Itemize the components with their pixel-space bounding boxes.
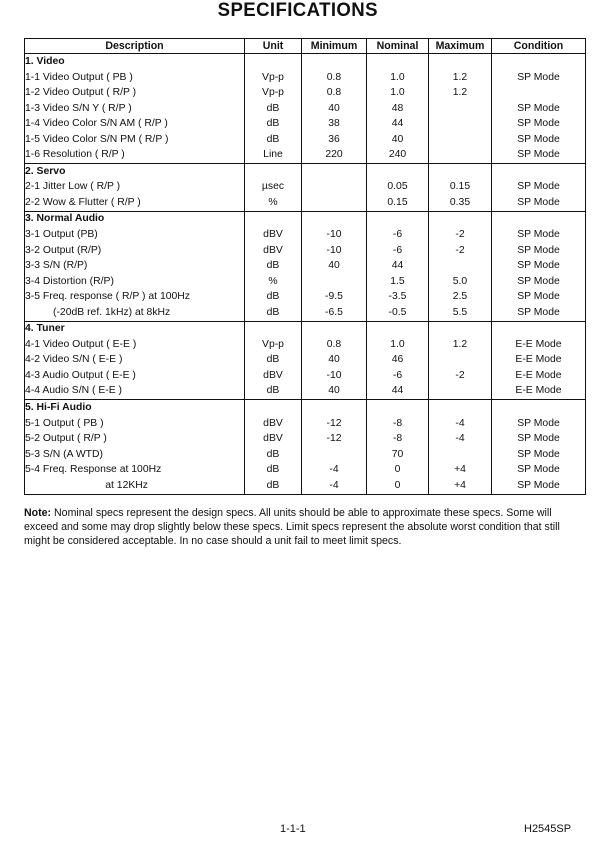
cell-nominal: 44 — [367, 384, 429, 400]
cell-minimum: 0.8 — [302, 337, 367, 353]
cell-nominal: 0.05 — [367, 180, 429, 196]
page-number: 1-1-1 — [280, 823, 306, 835]
section-heading: 5. Hi-Fi Audio — [25, 400, 245, 416]
header-description: Description — [25, 39, 245, 54]
table-body — [25, 54, 586, 494]
cell-description: 4-2 Video S/N ( E-E ) — [25, 353, 245, 369]
cell-unit: dBV — [245, 416, 302, 432]
section-heading: 4. Tuner — [25, 321, 245, 337]
section-blank-cell — [245, 164, 302, 180]
section-blank-cell — [429, 400, 492, 416]
cell-minimum: -9.5 — [302, 290, 367, 306]
page-title: SPECIFICATIONS — [217, 0, 378, 21]
cell-condition: E-E Mode — [492, 353, 586, 369]
cell-maximum: 2.5 — [429, 290, 492, 306]
cell-minimum: -4 — [302, 478, 367, 494]
section-heading: 2. Servo — [25, 164, 245, 180]
cell-minimum: 36 — [302, 132, 367, 148]
cell-nominal: 1.0 — [367, 86, 429, 102]
cell-condition: SP Mode — [492, 432, 586, 448]
cell-minimum: -6.5 — [302, 305, 367, 321]
section-blank-cell — [492, 400, 586, 416]
cell-condition: SP Mode — [492, 447, 586, 463]
table-row — [25, 478, 586, 494]
cell-unit: Vp-p — [245, 86, 302, 102]
cell-condition: SP Mode — [492, 259, 586, 275]
cell-minimum: 0.8 — [302, 86, 367, 102]
cell-condition: SP Mode — [492, 195, 586, 211]
section-heading: 1. Video — [25, 54, 245, 70]
header-maximum: Maximum — [429, 39, 492, 54]
cell-condition: E-E Mode — [492, 368, 586, 384]
cell-condition: SP Mode — [492, 117, 586, 133]
cell-nominal: -3.5 — [367, 290, 429, 306]
table-row — [25, 384, 586, 400]
cell-maximum: -4 — [429, 416, 492, 432]
cell-condition: SP Mode — [492, 305, 586, 321]
cell-condition: SP Mode — [492, 478, 586, 494]
cell-nominal: 40 — [367, 132, 429, 148]
table-row — [25, 148, 586, 164]
cell-condition: SP Mode — [492, 463, 586, 479]
cell-minimum: -12 — [302, 416, 367, 432]
cell-nominal: 0 — [367, 463, 429, 479]
cell-maximum — [429, 132, 492, 148]
cell-maximum: +4 — [429, 463, 492, 479]
cell-unit: dBV — [245, 243, 302, 259]
section-blank-cell — [245, 321, 302, 337]
cell-description: at 12KHz — [25, 478, 245, 494]
cell-description: 5-1 Output ( PB ) — [25, 416, 245, 432]
cell-condition: SP Mode — [492, 290, 586, 306]
section-blank-cell — [429, 164, 492, 180]
section-blank-cell — [429, 54, 492, 70]
cell-nominal: 48 — [367, 101, 429, 117]
cell-maximum — [429, 447, 492, 463]
table-row — [25, 132, 586, 148]
cell-nominal: 1.0 — [367, 337, 429, 353]
section-row — [25, 211, 586, 227]
table-row — [25, 463, 586, 479]
cell-unit: Vp-p — [245, 337, 302, 353]
note-paragraph — [24, 506, 584, 548]
cell-nominal: -8 — [367, 416, 429, 432]
cell-description: 5-2 Output ( R/P ) — [25, 432, 245, 448]
cell-unit: dB — [245, 259, 302, 275]
cell-minimum — [302, 274, 367, 290]
cell-minimum: 38 — [302, 117, 367, 133]
cell-unit: dB — [245, 353, 302, 369]
cell-maximum — [429, 384, 492, 400]
header-unit: Unit — [245, 39, 302, 54]
cell-minimum: 40 — [302, 259, 367, 275]
cell-condition: E-E Mode — [492, 384, 586, 400]
section-row — [25, 321, 586, 337]
cell-unit: % — [245, 274, 302, 290]
section-blank-cell — [245, 211, 302, 227]
cell-description: 3-1 Output (PB) — [25, 227, 245, 243]
cell-description: 1-3 Video S/N Y ( R/P ) — [25, 101, 245, 117]
section-blank-cell — [367, 164, 429, 180]
table-row — [25, 305, 586, 321]
cell-nominal: -6 — [367, 227, 429, 243]
cell-description: 1-6 Resolution ( R/P ) — [25, 148, 245, 164]
cell-unit: µsec — [245, 180, 302, 196]
section-blank-cell — [492, 164, 586, 180]
cell-minimum: -10 — [302, 368, 367, 384]
cell-condition: E-E Mode — [492, 337, 586, 353]
table-row — [25, 432, 586, 448]
cell-condition: SP Mode — [492, 148, 586, 164]
cell-minimum: -4 — [302, 463, 367, 479]
cell-minimum: 0.8 — [302, 70, 367, 86]
cell-unit: % — [245, 195, 302, 211]
cell-description: 3-5 Freq. response ( R/P ) at 100Hz — [25, 290, 245, 306]
cell-unit: dB — [245, 290, 302, 306]
cell-minimum: -10 — [302, 227, 367, 243]
specifications-table — [24, 38, 586, 495]
section-row — [25, 400, 586, 416]
section-blank-cell — [367, 211, 429, 227]
cell-description: 2-1 Jitter Low ( R/P ) — [25, 180, 245, 196]
cell-description: 5-3 S/N (A WTD) — [25, 447, 245, 463]
document-code: H2545SP — [524, 823, 572, 835]
cell-unit: dB — [245, 447, 302, 463]
cell-condition: SP Mode — [492, 101, 586, 117]
cell-condition: SP Mode — [492, 243, 586, 259]
cell-description: 4-3 Audio Output ( E-E ) — [25, 368, 245, 384]
cell-minimum: -10 — [302, 243, 367, 259]
section-blank-cell — [245, 400, 302, 416]
cell-nominal: 0 — [367, 478, 429, 494]
table-row — [25, 180, 586, 196]
table-row — [25, 416, 586, 432]
header-minimum: Minimum — [302, 39, 367, 54]
table-row — [25, 290, 586, 306]
table-row — [25, 227, 586, 243]
cell-minimum — [302, 447, 367, 463]
table-row — [25, 337, 586, 353]
table-row — [25, 368, 586, 384]
cell-condition — [492, 86, 586, 102]
cell-unit: dB — [245, 132, 302, 148]
cell-nominal: 70 — [367, 447, 429, 463]
section-blank-cell — [492, 211, 586, 227]
cell-maximum — [429, 101, 492, 117]
cell-unit: dBV — [245, 368, 302, 384]
note-label: Note: — [24, 507, 52, 519]
cell-maximum: -4 — [429, 432, 492, 448]
cell-nominal: -0.5 — [367, 305, 429, 321]
table-row — [25, 86, 586, 102]
section-blank-cell — [302, 321, 367, 337]
cell-maximum: 5.5 — [429, 305, 492, 321]
section-blank-cell — [429, 321, 492, 337]
cell-condition: SP Mode — [492, 180, 586, 196]
cell-maximum: +4 — [429, 478, 492, 494]
section-heading: 3. Normal Audio — [25, 211, 245, 227]
table-header-row — [25, 39, 586, 54]
cell-maximum: -2 — [429, 227, 492, 243]
cell-unit: dB — [245, 305, 302, 321]
cell-nominal: -6 — [367, 243, 429, 259]
cell-maximum: 1.2 — [429, 337, 492, 353]
table-row — [25, 274, 586, 290]
cell-nominal: -8 — [367, 432, 429, 448]
cell-maximum: 1.2 — [429, 70, 492, 86]
cell-condition: SP Mode — [492, 274, 586, 290]
table-row — [25, 259, 586, 275]
cell-description: 4-4 Audio S/N ( E-E ) — [25, 384, 245, 400]
table-row — [25, 447, 586, 463]
note-text: Nominal specs represent the design specs. All units should be able to approximate these specs. Some will exceed and some may drop slightly below these specs. Limit specs represent the absolute worst condition that still might be considered acceptable. In no case should a unit fail to meet limit specs. — [24, 507, 560, 547]
cell-description: (-20dB ref. 1kHz) at 8kHz — [25, 305, 245, 321]
cell-minimum: 40 — [302, 353, 367, 369]
cell-minimum: -12 — [302, 432, 367, 448]
cell-description: 3-2 Output (R/P) — [25, 243, 245, 259]
section-blank-cell — [492, 321, 586, 337]
table-row — [25, 243, 586, 259]
cell-minimum: 40 — [302, 101, 367, 117]
cell-nominal: 44 — [367, 259, 429, 275]
cell-condition: SP Mode — [492, 132, 586, 148]
section-blank-cell — [302, 211, 367, 227]
cell-maximum: -2 — [429, 368, 492, 384]
header-condition: Condition — [492, 39, 586, 54]
cell-description: 5-4 Freq. Response at 100Hz — [25, 463, 245, 479]
cell-maximum: 1.2 — [429, 86, 492, 102]
table-row — [25, 70, 586, 86]
cell-nominal: -6 — [367, 368, 429, 384]
cell-maximum: 0.35 — [429, 195, 492, 211]
table-row — [25, 353, 586, 369]
cell-unit: dB — [245, 478, 302, 494]
cell-maximum — [429, 353, 492, 369]
cell-unit: Line — [245, 148, 302, 164]
section-blank-cell — [302, 164, 367, 180]
section-blank-cell — [302, 54, 367, 70]
cell-nominal: 1.0 — [367, 70, 429, 86]
cell-unit: dB — [245, 463, 302, 479]
cell-unit: Vp-p — [245, 70, 302, 86]
cell-maximum — [429, 148, 492, 164]
cell-description: 1-4 Video Color S/N AM ( R/P ) — [25, 117, 245, 133]
table-row — [25, 117, 586, 133]
cell-maximum — [429, 259, 492, 275]
cell-condition: SP Mode — [492, 227, 586, 243]
cell-nominal: 46 — [367, 353, 429, 369]
section-blank-cell — [367, 400, 429, 416]
cell-description: 1-2 Video Output ( R/P ) — [25, 86, 245, 102]
cell-minimum: 220 — [302, 148, 367, 164]
section-row — [25, 54, 586, 70]
section-blank-cell — [245, 54, 302, 70]
table-row — [25, 101, 586, 117]
cell-minimum: 40 — [302, 384, 367, 400]
cell-maximum: 5.0 — [429, 274, 492, 290]
cell-condition: SP Mode — [492, 416, 586, 432]
cell-description: 4-1 Video Output ( E-E ) — [25, 337, 245, 353]
cell-description: 1-1 Video Output ( PB ) — [25, 70, 245, 86]
cell-minimum — [302, 195, 367, 211]
header-nominal: Nominal — [367, 39, 429, 54]
cell-maximum — [429, 117, 492, 133]
cell-unit: dBV — [245, 432, 302, 448]
section-blank-cell — [302, 400, 367, 416]
cell-description: 1-5 Video Color S/N PM ( R/P ) — [25, 132, 245, 148]
cell-minimum — [302, 180, 367, 196]
cell-nominal: 0.15 — [367, 195, 429, 211]
table-row — [25, 195, 586, 211]
cell-unit: dBV — [245, 227, 302, 243]
cell-nominal: 1.5 — [367, 274, 429, 290]
cell-unit: dB — [245, 384, 302, 400]
cell-description: 3-4 Distortion (R/P) — [25, 274, 245, 290]
cell-condition: SP Mode — [492, 70, 586, 86]
section-blank-cell — [367, 321, 429, 337]
section-blank-cell — [429, 211, 492, 227]
cell-description: 3-3 S/N (R/P) — [25, 259, 245, 275]
section-blank-cell — [492, 54, 586, 70]
cell-maximum: 0.15 — [429, 180, 492, 196]
cell-unit: dB — [245, 101, 302, 117]
cell-unit: dB — [245, 117, 302, 133]
section-row — [25, 164, 586, 180]
cell-nominal: 240 — [367, 148, 429, 164]
cell-description: 2-2 Wow & Flutter ( R/P ) — [25, 195, 245, 211]
cell-maximum: -2 — [429, 243, 492, 259]
section-blank-cell — [367, 54, 429, 70]
cell-nominal: 44 — [367, 117, 429, 133]
